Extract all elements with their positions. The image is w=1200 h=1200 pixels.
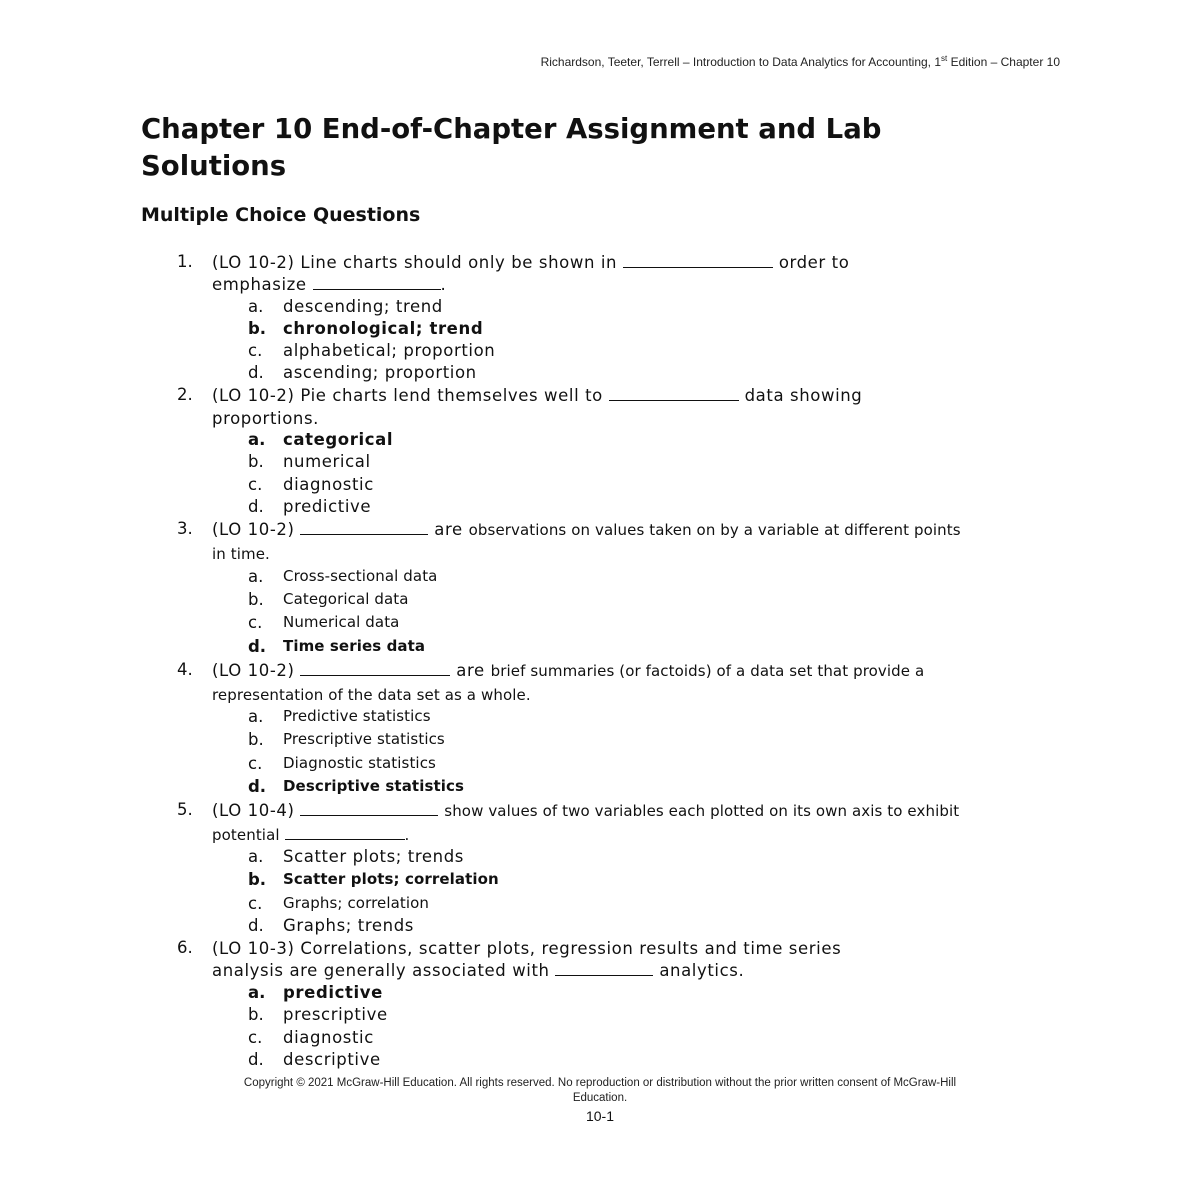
option-letter: a. [248,297,264,316]
question-text: analysis are generally associated with [212,961,550,980]
option-letter: c. [248,613,263,632]
answer-blank [313,275,441,290]
option-letter: d. [248,1050,264,1069]
copyright-line: Copyright © 2021 McGraw-Hill Education. All rights reserved. No reproduction or distribution without the prior written consent of McGraw-Hill [243,1077,957,1089]
question-stem-line [212,960,744,982]
option-text: numerical [283,452,371,471]
question-text: observations on values taken on by a variable at different points [468,521,961,539]
question-stem-line [212,660,924,682]
option-text-correct: Descriptive statistics [283,777,464,795]
question-text: order to [778,253,850,272]
question-text: are [434,520,463,539]
option-letter: a. [248,707,264,726]
option-text: Prescriptive statistics [283,730,445,748]
option-letter: c. [248,341,263,360]
option-text: Graphs; correlation [283,894,430,912]
question-stem-line [212,800,959,822]
option-text: alphabetical; proportion [283,341,496,360]
option-letter: c. [248,1028,263,1047]
question-text: representation of the data set as a whole. [212,686,531,704]
option-text: prescriptive [283,1005,388,1024]
running-header [541,54,1060,69]
option-text-correct: chronological; trend [283,319,484,338]
answer-blank [609,386,739,401]
option-letter: d. [248,916,264,935]
option-text: ascending; proportion [283,363,477,382]
answer-blank [623,253,773,268]
question-text: proportions. [212,409,319,428]
option-text: Cross-sectional data [283,567,438,585]
question-text: potential [212,826,280,844]
option-text: diagnostic [283,1028,374,1047]
option-letter: d. [248,363,264,382]
header-text: Richardson, Teeter, Terrell – Introduction to Data Analytics for Accounting, 1 [540,55,942,69]
question-text: brief summaries (or factoids) of a data set that provide a [490,662,925,680]
option-letter-correct: d. [248,637,267,656]
option-letter-correct: b. [248,319,267,338]
option-letter-correct: b. [248,870,267,889]
question-stem-line [212,252,849,274]
answer-blank [300,520,428,535]
question-text: (LO 10-2) Pie charts lend themselves well to [212,386,603,405]
question-stem-line [212,519,961,541]
option-text: Graphs; trends [283,916,414,935]
question-text: (LO 10-4) [212,801,295,820]
question-text: analytics. [659,961,745,980]
question-text: are [456,661,485,680]
question-text: emphasize [212,275,307,294]
question-number: 2. [177,385,193,404]
option-letter: a. [248,847,264,866]
option-text: Categorical data [283,590,409,608]
option-letter: a. [248,567,264,586]
option-text: diagnostic [283,475,374,494]
question-stem-line [212,938,841,960]
option-letter: c. [248,894,263,913]
option-letter: b. [248,730,264,749]
question-stem-line [212,385,862,407]
option-letter-correct: a. [248,430,266,449]
option-letter: c. [248,475,263,494]
option-text: descriptive [283,1050,381,1069]
header-superscript: st [941,54,948,63]
document-title: Chapter 10 End-of-Chapter Assignment and Lab Solutions [141,113,882,182]
option-letter: b. [248,590,264,609]
question-stem-line [212,543,270,565]
question-number: 4. [177,660,193,679]
option-text: Scatter plots; trends [283,847,464,866]
option-text: Predictive statistics [283,707,431,725]
question-stem-line [212,684,531,706]
question-number: 6. [177,938,193,957]
question-text: (LO 10-2) Line charts should only be shown in [212,253,618,272]
option-letter-correct: d. [248,777,267,796]
option-letter-correct: a. [248,983,266,1002]
question-number: 3. [177,519,193,538]
option-letter: b. [248,1005,264,1024]
question-stem-line [212,274,446,296]
question-number: 5. [177,800,193,819]
answer-blank [285,825,405,840]
question-number: 1. [177,252,193,271]
question-text: in time. [212,545,270,563]
option-text: predictive [283,497,372,516]
answer-blank [555,961,653,976]
header-text-end: Edition – Chapter 10 [947,55,1060,69]
option-text-correct: predictive [283,983,383,1002]
option-text: Diagnostic statistics [283,754,436,772]
option-text-correct: Scatter plots; correlation [283,870,499,888]
question-text: show values of two variables each plotted on its own axis to exhibit [444,802,960,820]
question-text: (LO 10-3) Correlations, scatter plots, regression results and time series [212,939,842,958]
question-stem-line [212,824,409,846]
answer-blank [300,661,450,676]
answer-blank [300,801,438,816]
question-text: . [440,275,447,294]
question-text: (LO 10-2) [212,661,295,680]
section-heading: Multiple Choice Questions [141,204,421,226]
question-text: data showing [744,386,863,405]
option-letter: d. [248,497,264,516]
option-text-correct: Time series data [283,637,426,655]
option-text: Numerical data [283,613,400,631]
option-letter: b. [248,452,264,471]
option-text-correct: categorical [283,430,394,449]
question-text: (LO 10-2) [212,520,295,539]
page-number: 10-1 [585,1108,615,1124]
question-text: . [404,826,410,844]
option-text: descending; trend [283,297,443,316]
copyright-line-continued: Education. [572,1092,628,1104]
option-letter: c. [248,754,263,773]
question-stem-line [212,408,319,430]
copyright-footer [140,1076,1060,1106]
